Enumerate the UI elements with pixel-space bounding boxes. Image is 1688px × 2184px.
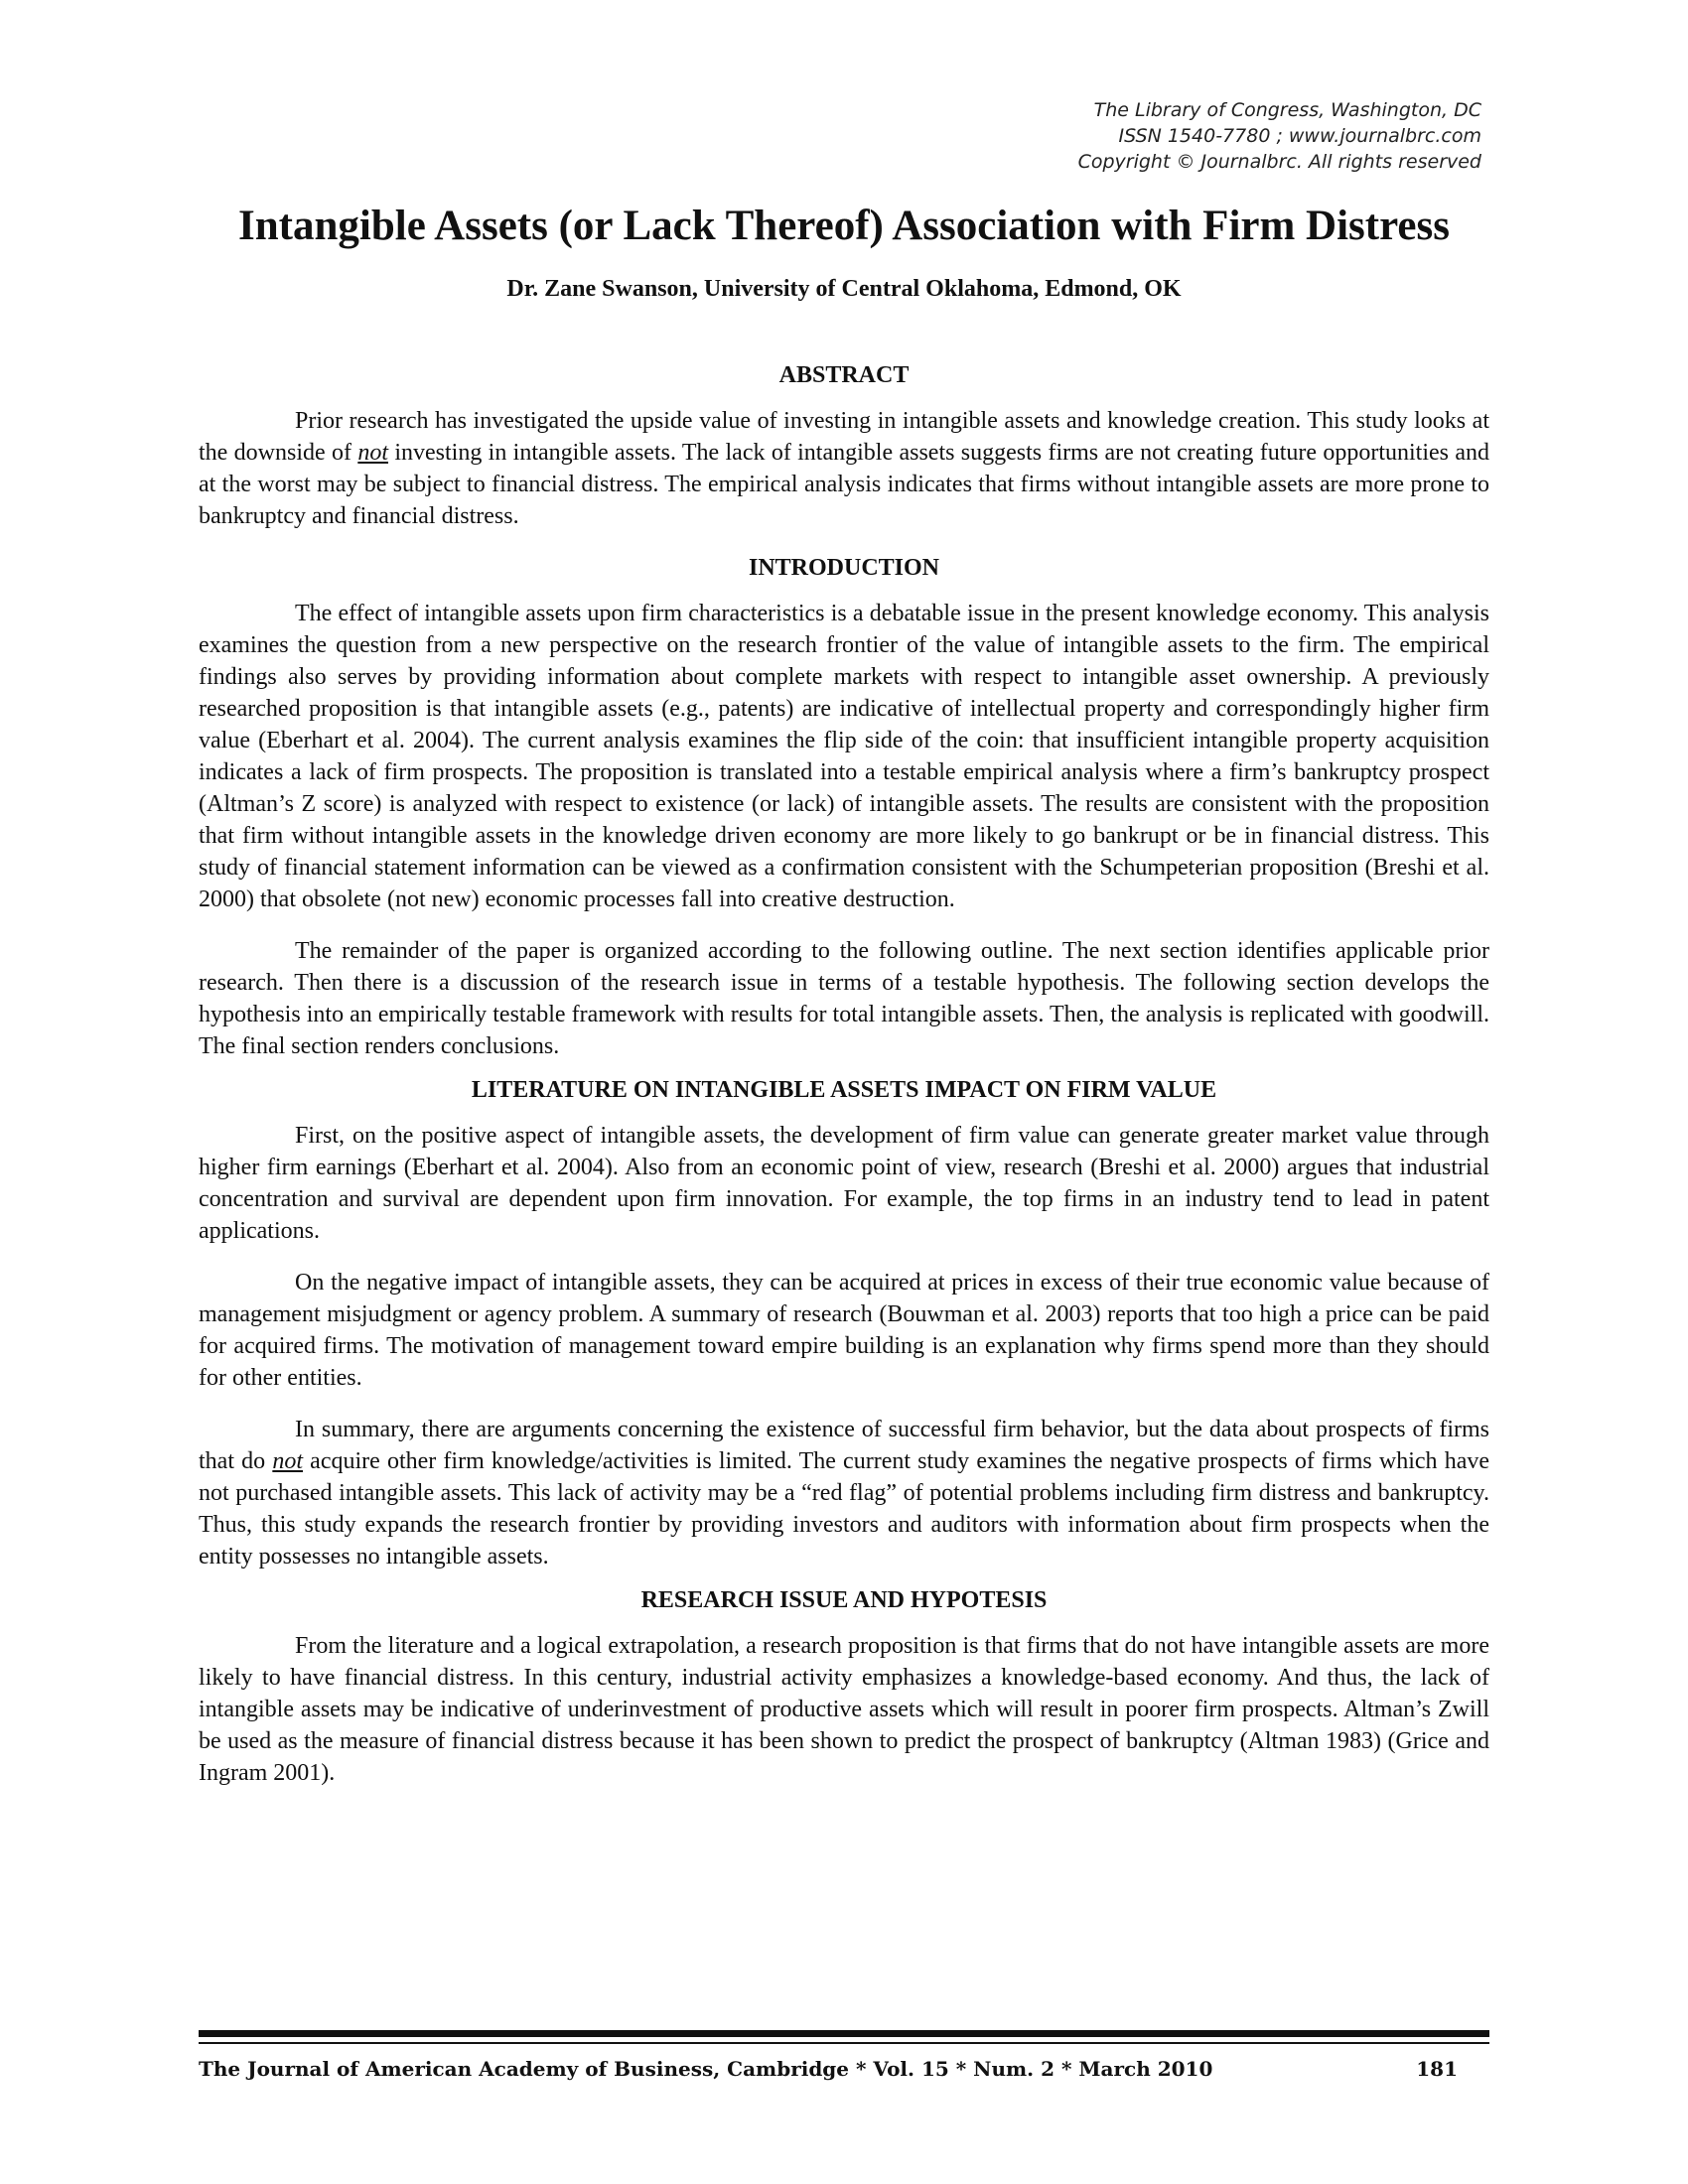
literature-paragraph-2: On the negative impact of intangible assets, they can be acquired at prices in excess of their true economic value because of management misjudgment or agency problem. A summary of research (Bouwman et al. 2003) reports that too high a price can be paid for acquired firms. The motivation of management toward empire building is an explanation why firms spend more than they should for other entities. <box>199 1270 1489 1391</box>
introduction-paragraph-2: The remainder of the paper is organized according to the following outline. The next section identifies applicable prior research. Then there is a discussion of the research issue in terms of a testable hypothesis. The following section develops the hypothesis into an empirically testable framework with results for total intangible assets. Then, the analysis is replicated with goodwill. The final section renders conclusions. <box>199 938 1489 1059</box>
literature-emphasis: not <box>272 1448 303 1474</box>
abstract-text-start: Prior research has investigated the upside value of investing in intangible assets and knowledge creation. This study looks at the downside of <box>199 408 1489 466</box>
footer-rule-thick <box>199 2030 1489 2037</box>
footer-rule-thin <box>199 2042 1489 2044</box>
paper-body <box>199 359 1489 1789</box>
header-line-issn: ISSN 1540-7780 ; www.journalbrc.com <box>1118 125 1481 147</box>
introduction-paragraph-1: The effect of intangible assets upon firm characteristics is a debatable issue in the present knowledge economy. This analysis examines the question from a new perspective on the research frontier of the value of intangible assets to the firm. The empirical findings also serves by providing information about complete markets with respect to intangible asset ownership. A previously researched proposition is that intangible assets (e.g., patents) are indicative of intellectual property and correspondingly higher firm value (Eberhart et al. 2004). The current analysis examines the flip side of the coin: that insufficient intangible property acquisition indicates a lack of firm prospects. The proposition is translated into a testable empirical analysis where a firm’s bankruptcy prospect (Altman’s Z score) is analyzed with respect to existence (or lack) of intangible assets. The results are consistent with the proposition that firm without intangible assets in the knowledge driven economy are more likely to go bankrupt or be in financial distress. This study of financial statement information can be viewed as a confirmation consistent with the Schumpeterian proposition (Breshi et al. 2000) that obsolete (not new) economic processes fall into creative destruction. <box>199 601 1489 912</box>
page-footer <box>199 2057 1489 2081</box>
abstract-paragraph <box>199 405 1489 532</box>
research-paragraph-1: From the literature and a logical extrapolation, a research proposition is that firms that do not have intangible assets are more likely to have financial distress. In this century, industrial activity emphasizes a knowledge-based economy. And thus, the lack of intangible assets may be indicative of underinvestment of productive assets which will result in poorer firm prospects. Altman’s Zwill be used as the measure of financial distress because it has been shown to predict the prospect of bankruptcy (Altman 1983) (Grice and Ingram 2001). <box>199 1633 1489 1786</box>
literature-heading: LITERATURE ON INTANGIBLE ASSETS IMPACT ON FIRM VALUE <box>471 1077 1217 1103</box>
author-line: Dr. Zane Swanson, University of Central Oklahoma, Edmond, OK <box>506 276 1182 302</box>
research-heading: RESEARCH ISSUE AND HYPOTESIS <box>640 1587 1048 1613</box>
literature-paragraph-1: First, on the positive aspect of intangible assets, the development of firm value can generate greater market value through higher firm earnings (Eberhart et al. 2004). Also from an economic point of view, research (Breshi et al. 2000) argues that industrial concentration and survival are dependent upon firm innovation. For example, the top firms in an industry tend to lead in patent applications. <box>199 1123 1489 1244</box>
literature-p3-start: In summary, there are arguments concerning the existence of successful firm behavior, but the data about prospects of firms that do <box>199 1417 1489 1474</box>
literature-paragraph-3 <box>199 1414 1489 1572</box>
abstract-text-end: investing in intangible assets. The lack of intangible assets suggests firms are not creating future opportunities and at the worst may be subject to financial distress. The empirical analysis indicates that firms without intangible assets are more prone to bankruptcy and financial distress. <box>199 440 1489 529</box>
footer-journal-citation: The Journal of American Academy of Business, Cambridge * Vol. 15 * Num. 2 * March 2010 <box>199 2057 1213 2081</box>
paper-title: Intangible Assets (or Lack Thereof) Association with Firm Distress <box>238 203 1450 249</box>
abstract-heading: ABSTRACT <box>778 362 910 388</box>
header-line-copyright: Copyright © Journalbrc. All rights reserved <box>1077 151 1481 173</box>
abstract-emphasis: not <box>357 440 388 466</box>
literature-p3-end: acquire other firm knowledge/activities is limited. The current study examines the negative prospects of firms which have not purchased intangible assets. This lack of activity may be a “red flag” of potential problems including firm distress and bankruptcy. Thus, this study expands the research frontier by providing investors and auditors with information about firm prospects when the entity possesses no intangible assets. <box>199 1448 1489 1570</box>
header-line-library: The Library of Congress, Washington, DC <box>1093 99 1481 121</box>
introduction-heading: INTRODUCTION <box>748 555 940 581</box>
page-number: 181 <box>1416 2057 1458 2081</box>
journal-info-header <box>1078 97 1481 175</box>
